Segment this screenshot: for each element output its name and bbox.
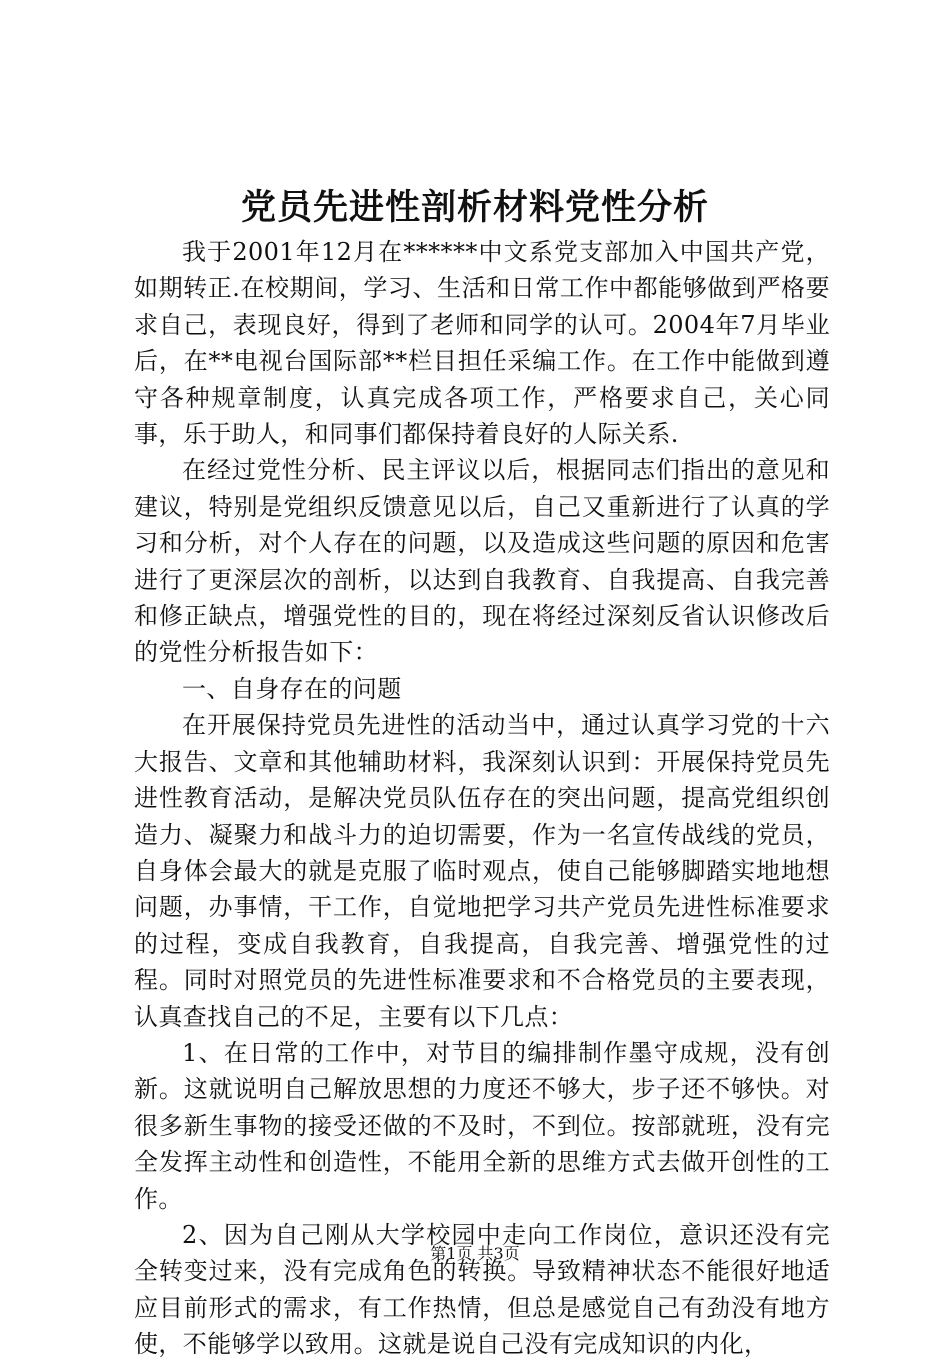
list-item-1: 1、在日常的工作中，对节目的编排制作墨守成规，没有创新。这就说明自己解放思想的力度还不够大，步子还不够快。对很多新生事物的接受还做的不及时，不到位。按部就班，没有完全发挥主动性和创造性，不能用全新的思维方式去做开创性的工作。 [134,1038,830,1213]
document-body [134,234,830,1363]
paragraph-problems: 在开展保持党员先进性的活动当中，通过认真学习党的十六大报告、文章和其他辅助材料，我深刻认识到：开展保持党员先进性教育活动，是解决党员队伍存在的突出问题，提高党组织创造力、凝聚力和战斗力的迫切需要，作为一名宣传战线的党员，自身体会最大的就是克服了临时观点，使自己能够脚踏实地地想问题，办事情，干工作，自觉地把学习共产党员先进性标准要求的过程，变成自我教育，自我提高，自我完善、增强党性的过程。同时对照党员的先进性标准要求和不合格党员的主要表现，认真查找自己的不足，主要有以下几点： [134,711,830,1031]
document-title: 党员先进性剖析材料党性分析 [240,187,709,228]
paragraph-intro: 我于2001年12月在******中文系党支部加入中国共产党，如期转正.在校期间，学习、生活和日常工作中都能够做到严格要求自己，表现良好，得到了老师和同学的认可。2004年7月毕业后，在**电视台国际部**栏目担任采编工作。在工作中能做到遵守各种规章制度，认真完成各项工作，严格要求自己，关心同事，乐于助人，和同事们都保持着良好的人际关系. [134,238,830,449]
section-heading: 一、自身存在的问题 [182,674,402,703]
paragraph-analysis: 在经过党性分析、民主评议以后，根据同志们指出的意见和建议，特别是党组织反馈意见以后，自己又重新进行了认真的学习和分析，对个人存在的问题，以及造成这些问题的原因和危害进行了更深层次的剖析，以达到自我教育、自我提高、自我完善和修正缺点，增强党性的目的，现在将经过深刻反省认识修改后的党性分析报告如下： [134,456,830,667]
list-item-2: 2、因为自己刚从大学校园中走向工作岗位，意识还没有完全转变过来，没有完成角色的转换。导致精神状态不能很好地适应目前形式的需求，有工作热情，但总是感觉自己有劲没有地方使，不能够学以致用。这就是说自己没有完成知识的内化， [134,1220,830,1359]
page-number: 第1页 共3页 [430,1244,520,1263]
